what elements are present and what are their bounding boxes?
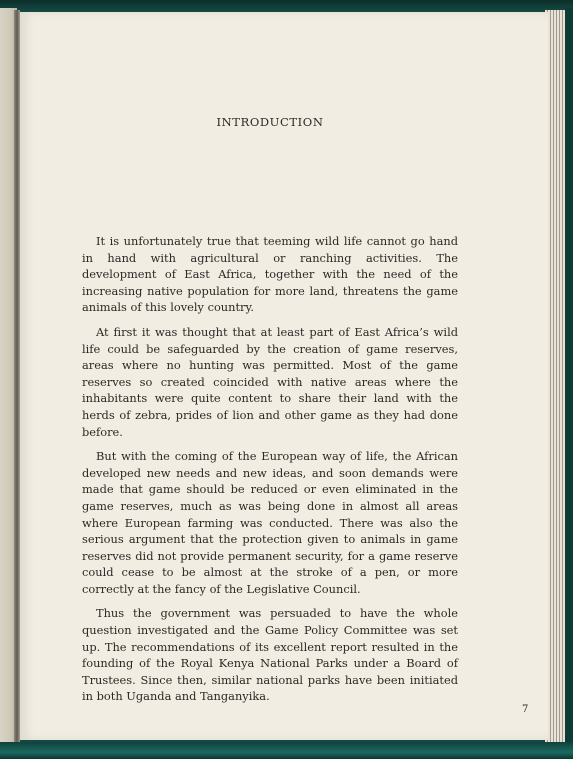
book-cover-bottom [0,742,573,759]
paragraph: At first it was thought that at least part of East Africa’s wild life could be safeguarded by the creation of game reserves, areas where no hunting was permitted. Most of the game reserves so created coincided with native areas where the inhabitants were quite content to share their land with the herds of zebra, prides of lion and other game as they had done before. [82,324,458,439]
book-gutter [14,10,20,744]
book-cover-right [565,8,573,748]
page-stack-edge [545,10,567,742]
page-number: 7 [522,704,529,715]
paragraph: It is unfortunately true that teeming wild life cannot go hand in hand with agricultural or ranching activities. The development of East Africa, together with the need of the increasing native population for more land, threatens the game animals of this lovely country. [82,234,458,315]
page-heading: INTRODUCTION [216,115,324,129]
book-page [20,12,548,740]
paragraph: Thus the government was persuaded to have the whole question investigated and the Game Policy Committee was set up. The recommendations of its excellent report resulted in the founding of the Royal Kenya National Parks under a Board of Trustees. Since then, similar national parks have been initiated in both Uganda and Tanganyika. [82,606,458,704]
body-text [82,233,458,713]
paragraph: But with the coming of the European way of life, the African developed new needs and new ideas, and soon demands were made that game should be reduced or even eliminated in the game reserves, much as was being done in almost all areas where European farming was conducted. There was also the serious argument that the protection given to animals in game reserves did not provide permanent security, for a game reserve could cease to be almost at the stroke of a pen, or more correctly at the fancy of the Legislative Council. [82,449,458,596]
